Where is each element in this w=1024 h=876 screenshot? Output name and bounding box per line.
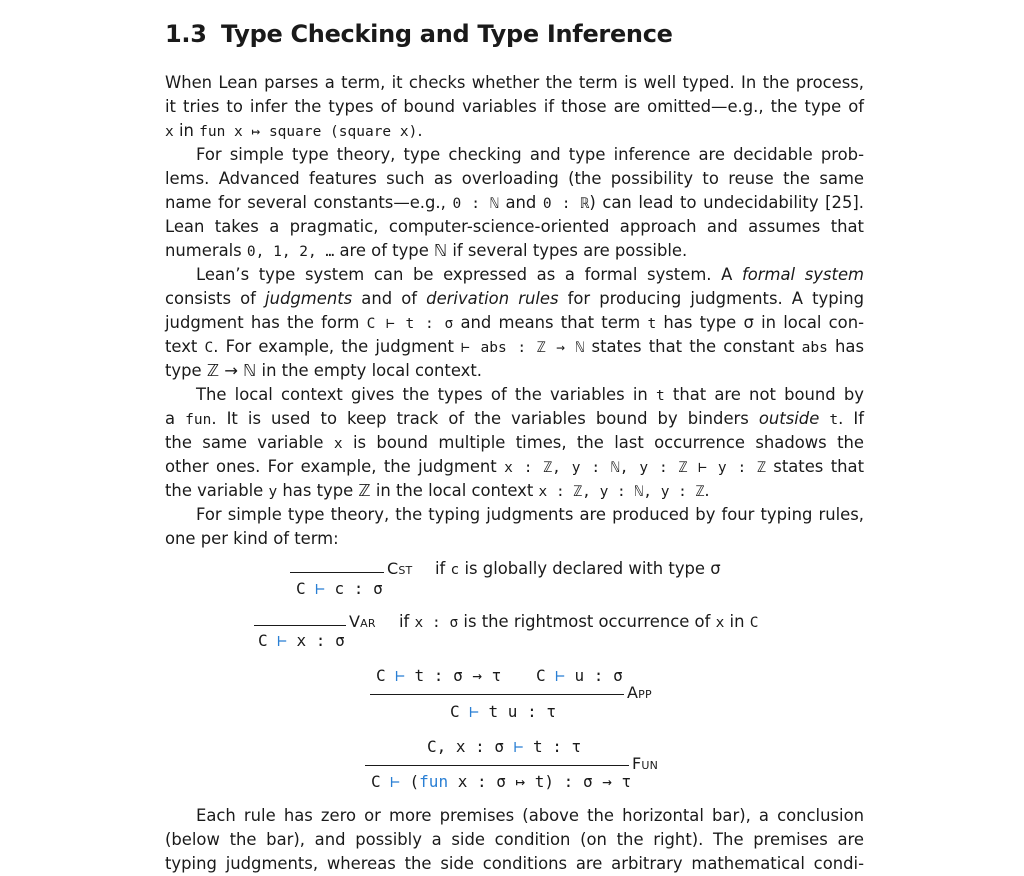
code-fun-expression: fun x ↦ square (square x) bbox=[199, 124, 418, 140]
code-numerals: 0, 1, 2, … bbox=[246, 244, 335, 260]
rule-conclusion bbox=[258, 631, 345, 650]
paragraph-line bbox=[165, 455, 864, 479]
text-fragment: and bbox=[498, 193, 543, 212]
paragraph-line bbox=[165, 287, 864, 311]
text-fragment: . bbox=[704, 481, 710, 500]
math-fragment: C bbox=[450, 702, 470, 721]
paragraph-line bbox=[165, 407, 864, 431]
text-fragment: has bbox=[827, 337, 865, 356]
text-fragment: Lean’s type system can be expressed as a formal system. A bbox=[196, 265, 742, 284]
text-fragment: in bbox=[173, 121, 200, 140]
code-x: x bbox=[715, 615, 725, 631]
code-zero-nat: 0 : ℕ bbox=[452, 196, 499, 212]
code-t: t bbox=[829, 412, 839, 428]
math-fragment: ( bbox=[399, 772, 420, 791]
code-t: t bbox=[647, 316, 657, 332]
text-fragment: is globally declared with type σ bbox=[459, 559, 721, 578]
math-fragment: c : σ bbox=[324, 579, 383, 598]
keyword-fun: fun bbox=[419, 772, 449, 791]
text-fragment bbox=[819, 409, 829, 428]
text-fragment: name for several constants—e.g., bbox=[165, 193, 453, 212]
code-judgment: C ⊢ t : σ bbox=[366, 316, 454, 332]
paragraph-line: When Lean parses a term, it checks whether the term is well typed. In the process, bbox=[165, 73, 864, 92]
text-fragment: has type σ in local con- bbox=[656, 313, 864, 332]
rule-premise bbox=[536, 666, 623, 685]
math-fragment: C, x : σ bbox=[427, 737, 514, 756]
paragraph-line bbox=[196, 383, 864, 407]
code-zero-real: 0 : ℝ bbox=[542, 196, 590, 212]
rule-name: App bbox=[627, 683, 652, 702]
text-fragment: is the rightmost occurrence of bbox=[458, 612, 716, 631]
rule-side-condition bbox=[399, 612, 758, 631]
text-fragment: states that bbox=[765, 457, 865, 476]
code-local-context: x : ℤ, y : ℕ, y : ℤ bbox=[538, 484, 705, 500]
rule-bar bbox=[370, 694, 624, 695]
rule-bar bbox=[254, 625, 346, 626]
section-heading bbox=[165, 20, 673, 60]
math-fragment: C bbox=[371, 772, 391, 791]
math-fragment: t : σ → τ bbox=[404, 666, 502, 685]
text-fragment: . If bbox=[838, 409, 864, 428]
text-fragment: numerals bbox=[165, 241, 247, 260]
code-t: t bbox=[655, 388, 665, 404]
paragraph-line: it tries to infer the types of bound variables if those are omitted—e.g., the type of bbox=[165, 97, 864, 116]
text-fragment: consists of bbox=[165, 289, 266, 308]
math-fragment: C bbox=[296, 579, 316, 598]
paragraph-line bbox=[165, 479, 864, 503]
rule-conclusion bbox=[371, 772, 631, 791]
text-fragment: in bbox=[724, 612, 750, 631]
turnstile-symbol: ⊢ bbox=[277, 631, 287, 650]
text-fragment: the same variable bbox=[165, 433, 334, 452]
paragraph-line bbox=[165, 191, 864, 215]
emphasis: judgments bbox=[265, 289, 353, 308]
rule-conclusion bbox=[450, 702, 556, 721]
text-fragment: has type ℤ in the local context bbox=[277, 481, 539, 500]
text-fragment: if bbox=[435, 559, 451, 578]
text-fragment: ) can lead to undecidability [25]. bbox=[589, 193, 865, 212]
emphasis: derivation rules bbox=[426, 289, 559, 308]
text-fragment: The local context gives the types of the variables in bbox=[196, 385, 656, 404]
text-fragment: other ones. For example, the judgment bbox=[165, 457, 505, 476]
rule-cst bbox=[290, 558, 450, 602]
turnstile-symbol: ⊢ bbox=[315, 579, 325, 598]
turnstile-symbol: ⊢ bbox=[469, 702, 479, 721]
text-fragment: text bbox=[165, 337, 205, 356]
text-fragment: and of bbox=[352, 289, 427, 308]
code-abs: abs bbox=[801, 340, 828, 356]
paragraph-line: type ℤ → ℕ in the empty local context. bbox=[165, 361, 482, 380]
turnstile-symbol: ⊢ bbox=[390, 772, 400, 791]
code-shadow-judgment: x : ℤ, y : ℕ, y : ℤ ⊢ y : ℤ bbox=[504, 460, 766, 476]
paragraph-line bbox=[196, 263, 864, 287]
rule-bar bbox=[365, 765, 629, 766]
emphasis: outside bbox=[758, 409, 820, 428]
paragraph-line: Lean takes a pragmatic, computer-science-oriented approach and assumes that bbox=[165, 217, 864, 236]
paragraph-line: (below the bar), and possibly a side condition (on the right). The premises are bbox=[165, 830, 864, 849]
code-y: y bbox=[268, 484, 278, 500]
math-fragment: C bbox=[536, 666, 556, 685]
text-fragment: for producing judgments. A typing bbox=[558, 289, 865, 308]
paragraph-line bbox=[165, 239, 864, 263]
math-fragment: t : τ bbox=[523, 737, 582, 756]
rule-fun bbox=[365, 736, 675, 796]
rule-name: Cst bbox=[387, 559, 413, 578]
rule-premise bbox=[376, 666, 501, 685]
turnstile-symbol: ⊢ bbox=[513, 737, 524, 756]
rule-premise bbox=[427, 737, 581, 756]
text-fragment: the variable bbox=[165, 481, 269, 500]
text-fragment: and means that term bbox=[453, 313, 648, 332]
paragraph-line bbox=[165, 431, 864, 455]
rule-var bbox=[254, 611, 414, 655]
text-fragment: . bbox=[417, 121, 423, 140]
paragraph-line: Each rule has zero or more premises (above the horizontal bar), a conclusion bbox=[196, 806, 864, 825]
code-c: C bbox=[749, 615, 759, 631]
code-fun: fun bbox=[185, 412, 212, 428]
code-x: x bbox=[165, 124, 174, 140]
turnstile-symbol: ⊢ bbox=[395, 666, 405, 685]
text-fragment: . It is used to keep track of the variables bound by binders bbox=[211, 409, 759, 428]
rule-app bbox=[370, 664, 670, 724]
text-fragment: . For example, the judgment bbox=[213, 337, 462, 356]
text-fragment: judgment has the form bbox=[165, 313, 367, 332]
text-fragment: are of type ℕ if several types are possible. bbox=[334, 241, 688, 260]
paragraph-line bbox=[165, 311, 864, 335]
rule-conclusion bbox=[296, 579, 383, 598]
math-fragment: C bbox=[258, 631, 278, 650]
section-number: 1.3 bbox=[165, 20, 207, 48]
text-fragment: a bbox=[165, 409, 186, 428]
text-fragment: states that the constant bbox=[584, 337, 802, 356]
text-fragment: if bbox=[399, 612, 415, 631]
rule-name: Fun bbox=[632, 754, 659, 773]
code-abs-judgment: ⊢ abs : ℤ → ℕ bbox=[461, 340, 585, 356]
turnstile-symbol: ⊢ bbox=[555, 666, 565, 685]
math-fragment: x : σ ↦ t) : σ → τ bbox=[448, 772, 632, 791]
paragraph-line: For simple type theory, type checking and type inference are decidable prob- bbox=[196, 145, 864, 164]
paragraph-line: typing judgments, whereas the side conditions are arbitrary mathematical condi- bbox=[165, 854, 864, 873]
rule-name: Var bbox=[349, 612, 376, 631]
code-x: x bbox=[333, 436, 343, 452]
math-fragment: u : σ bbox=[564, 666, 623, 685]
paragraph-line: one per kind of term: bbox=[165, 529, 339, 548]
math-fragment: t u : τ bbox=[478, 702, 556, 721]
code-c: c bbox=[450, 562, 460, 578]
paragraph-line bbox=[165, 335, 864, 359]
math-fragment: C bbox=[376, 666, 396, 685]
paragraph-line: For simple type theory, the typing judgments are produced by four typing rules, bbox=[196, 505, 864, 524]
text-fragment: is bound multiple times, the last occurrence shadows the bbox=[342, 433, 865, 452]
math-fragment: x : σ bbox=[286, 631, 345, 650]
rule-side-condition bbox=[435, 559, 721, 578]
paragraph-line: lems. Advanced features such as overloading (the possibility to reuse the same bbox=[165, 169, 864, 188]
emphasis: formal system bbox=[742, 265, 864, 284]
text-fragment: that are not bound by bbox=[664, 385, 864, 404]
code-x-sigma: x : σ bbox=[414, 615, 459, 631]
paragraph-line bbox=[165, 119, 864, 143]
code-c: C bbox=[204, 340, 214, 356]
rule-bar bbox=[290, 572, 384, 573]
section-title: Type Checking and Type Inference bbox=[221, 20, 673, 48]
